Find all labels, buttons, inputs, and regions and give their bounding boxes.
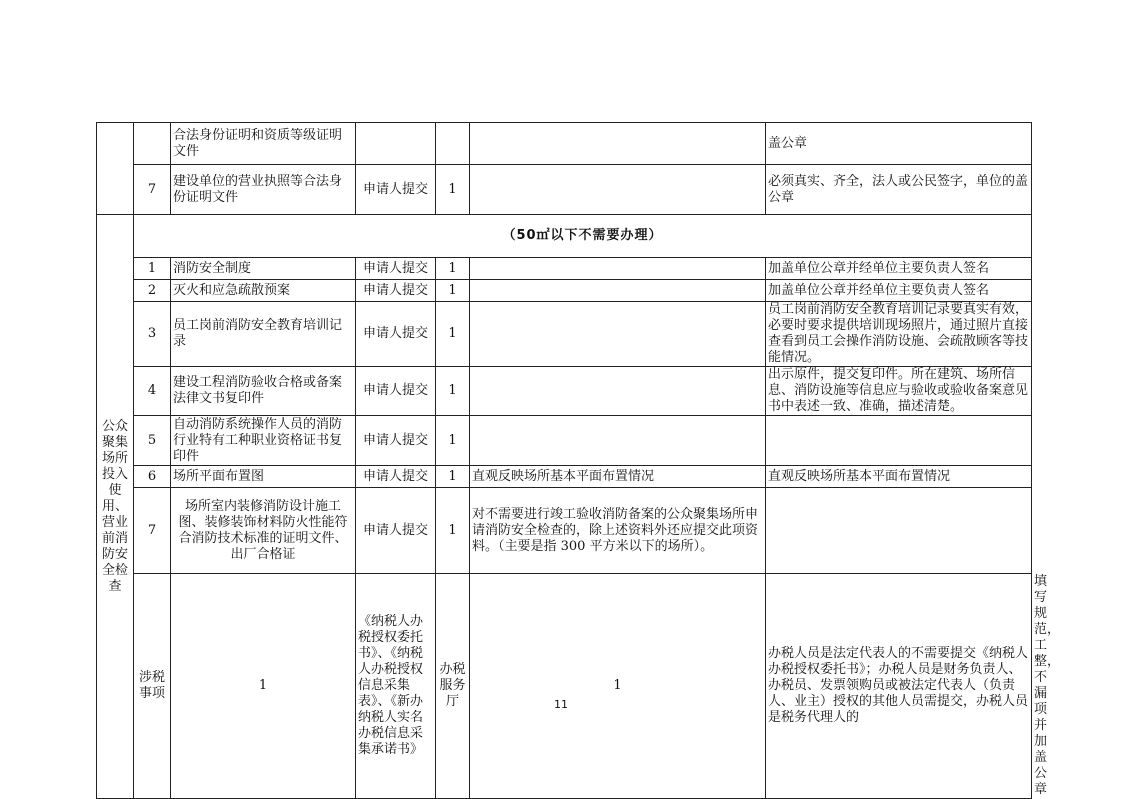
remarks [766, 416, 1032, 466]
submitter: 申请人提交 [356, 165, 436, 215]
submitter: 申请人提交 [356, 488, 436, 574]
copies: 1 [436, 302, 470, 367]
table-row [97, 165, 1032, 215]
category-cell-empty [97, 123, 134, 215]
description [470, 416, 766, 466]
copies: 1 [436, 488, 470, 574]
remarks [766, 488, 1032, 574]
submitter: 申请人提交 [356, 280, 436, 302]
copies: 1 [436, 367, 470, 416]
row-number: 2 [134, 280, 171, 302]
page-number: 11 [554, 698, 568, 711]
table-row: 涉税事项 1 《纳税人办税授权委托书》、《纳税人办税授权信息采集表》、《新办纳税人实名办税信息采集承诺书》 办税服务厅 1 办税人员是法定代表人的不需要提交《纳税人办税授权委托书》；办税人员是财务负责人、办税员、发票领购员或被法定代表人（负责人、业主）授权的其他人员需提交，办税人员是税务代理人的 填写规范，工整，不漏项并加盖公章 [97, 574, 1032, 799]
table-row [97, 215, 1032, 258]
table-row [97, 367, 1032, 416]
section-title: （50㎡以下不需要办理） [134, 215, 1032, 258]
table-row [97, 123, 1032, 165]
table-row [97, 466, 1032, 488]
item-name: 消防安全制度 [171, 258, 356, 280]
submitter: 申请人提交 [356, 302, 436, 367]
item-name: 合法身份证明和资质等级证明文件 [171, 123, 356, 165]
remarks: 加盖单位公章并经单位主要负责人签名 [766, 258, 1032, 280]
row-number [134, 123, 171, 165]
row-number: 4 [134, 367, 171, 416]
item-name: 建设工程消防验收合格或备案法律文书复印件 [171, 367, 356, 416]
copies: 1 [436, 165, 470, 215]
description [470, 165, 766, 215]
description: 对不需要进行竣工验收消防备案的公众聚集场所申请消防安全检查的，除上述资料外还应提交此项资料。（主要是指 300 平方米以下的场所）。 [470, 488, 766, 574]
category-fire-safety: 公众聚集场所投入使用、营业前消防安全检查 [97, 215, 134, 799]
row-number: 3 [134, 302, 171, 367]
description: 直观反映场所基本平面布置情况 [470, 466, 766, 488]
copies: 1 [436, 280, 470, 302]
submitter: 申请人提交 [356, 367, 436, 416]
copies: 1 [470, 574, 766, 799]
table-row [97, 416, 1032, 466]
row-number: 6 [134, 466, 171, 488]
item-name: 建设单位的营业执照等合法身份证明文件 [171, 165, 356, 215]
item-name: 员工岗前消防安全教育培训记录 [171, 302, 356, 367]
row-number: 7 [134, 165, 171, 215]
item-name: 《纳税人办税授权委托书》、《纳税人办税授权信息采集表》、《新办纳税人实名办税信息采集承诺书》 [356, 574, 436, 799]
description [470, 302, 766, 367]
submitter: 申请人提交 [356, 416, 436, 466]
copies: 1 [436, 466, 470, 488]
copies: 1 [436, 416, 470, 466]
remarks: 员工岗前消防安全教育培训记录要真实有效，必要时要求提供培训现场照片，通过照片直接查看到员工会操作消防设施、会疏散顾客等技能情况。 [766, 302, 1032, 367]
description [470, 280, 766, 302]
row-number: 5 [134, 416, 171, 466]
item-name: 灭火和应急疏散预案 [171, 280, 356, 302]
copies [436, 123, 470, 165]
submitter [356, 123, 436, 165]
submitter: 申请人提交 [356, 466, 436, 488]
table-row [97, 258, 1032, 280]
item-name: 场所平面布置图 [171, 466, 356, 488]
copies: 1 [436, 258, 470, 280]
submitter: 申请人提交 [356, 258, 436, 280]
table-row [97, 302, 1032, 367]
category-tax: 涉税事项 [134, 574, 171, 799]
table-row [97, 280, 1032, 302]
row-number: 1 [171, 574, 356, 799]
description [470, 123, 766, 165]
description [470, 258, 766, 280]
remarks: 加盖单位公章并经单位主要负责人签名 [766, 280, 1032, 302]
remarks: 必须真实、齐全，法人或公民签字，单位的盖公章 [766, 165, 1032, 215]
submitter: 办税服务厅 [436, 574, 470, 799]
item-name: 场所室内装修消防设计施工图、装修装饰材料防火性能符合消防技术标准的证明文件、出厂合格证 [171, 488, 356, 574]
remarks: 直观反映场所基本平面布置情况 [766, 466, 1032, 488]
remarks: 出示原件，提交复印件。所在建筑、场所信息、消防设施等信息应与验收或验收备案意见书中表述一致、准确，描述清楚。 [766, 367, 1032, 416]
remarks: 盖公章 [766, 123, 1032, 165]
description [470, 367, 766, 416]
description: 办税人员是法定代表人的不需要提交《纳税人办税授权委托书》；办税人员是财务负责人、办税员、发票领购员或被法定代表人（负责人、业主）授权的其他人员需提交，办税人员是税务代理人的 [766, 574, 1032, 799]
item-name: 自动消防系统操作人员的消防行业特有工种职业资格证书复印件 [171, 416, 356, 466]
row-number: 7 [134, 488, 171, 574]
table-row [97, 488, 1032, 574]
row-number: 1 [134, 258, 171, 280]
